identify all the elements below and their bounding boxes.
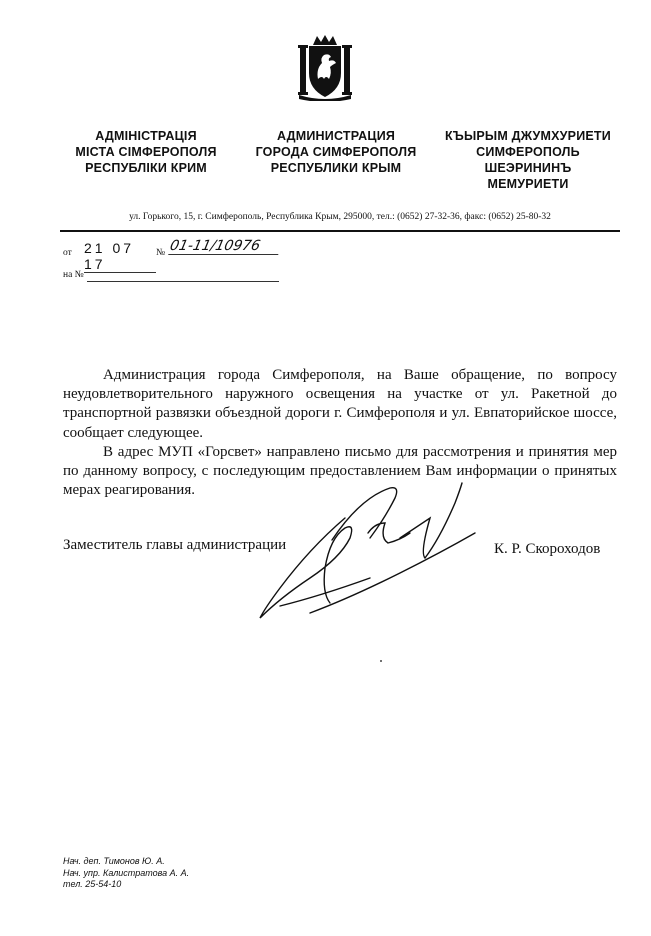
header-line: РЕСПУБЛИКИ КРЫМ bbox=[270, 161, 402, 175]
reply-to-line bbox=[87, 281, 279, 282]
registration-number: 01-11/10976 bbox=[168, 238, 282, 255]
footer-line: тел. 25-54-10 bbox=[63, 879, 122, 889]
body-paragraph: В адрес МУП «Горсвет» направлено письмо для рассмотрения и принятия мер по данному вопросу, с последующим предоставлением Вам информации о принятых мерах реагирования. bbox=[63, 443, 617, 499]
footer-contacts bbox=[63, 856, 189, 891]
header-line: СИМФЕРОПОЛЬ bbox=[476, 145, 580, 159]
footer-line: Нач. упр. Калистратова А. А. bbox=[63, 867, 190, 878]
header-divider bbox=[60, 230, 620, 232]
scan-speck bbox=[380, 660, 382, 662]
date-label: от bbox=[63, 248, 72, 258]
header-ukrainian bbox=[46, 128, 246, 176]
header-crimean-tatar bbox=[428, 128, 628, 192]
address-line: ул. Горького, 15, г. Симферополь, Республика Крым, 295000, тел.: (0652) 27-32-36, факс: (0652) 25-80-32 bbox=[129, 212, 551, 222]
coat-of-arms-icon bbox=[296, 33, 354, 101]
body-paragraph: Администрация города Симферополя, на Ваше обращение, по вопросу неудовлетворительного наружного освещения на участке от ул. Ракетной до транспортной развязки объездной дороги г. Симферополя и ул. Евпаторийское шоссе, сообщает следующее. bbox=[63, 367, 617, 441]
header-line: КЪЫРЫМ ДЖУМХУРИЕТИ bbox=[445, 129, 611, 143]
header-line: МІСТА СІМФЕРОПОЛЯ bbox=[75, 145, 217, 159]
document-date: 21 07 17 bbox=[84, 240, 156, 273]
header-line: АДМИНИСТРАЦИЯ bbox=[276, 129, 396, 143]
header-line: ГОРОДА СИМФЕРОПОЛЯ bbox=[255, 145, 417, 159]
footer-line: Нач. деп. Тимонов Ю. А. bbox=[63, 856, 165, 866]
signatory-title: Заместитель главы администрации bbox=[63, 537, 287, 553]
number-label: № bbox=[156, 248, 166, 258]
reply-to-label: на № bbox=[63, 270, 84, 280]
header-line: ШЕЭРИНИНЪ bbox=[484, 161, 572, 175]
header-line: МЕМУРИЕТИ bbox=[487, 177, 569, 191]
header-line: АДМІНІСТРАЦІЯ bbox=[95, 129, 197, 143]
handwritten-signature bbox=[250, 478, 480, 628]
header-line: РЕСПУБЛІКИ КРИМ bbox=[85, 161, 207, 175]
signatory-name: К. Р. Скороходов bbox=[494, 541, 601, 557]
header-russian bbox=[236, 128, 436, 176]
